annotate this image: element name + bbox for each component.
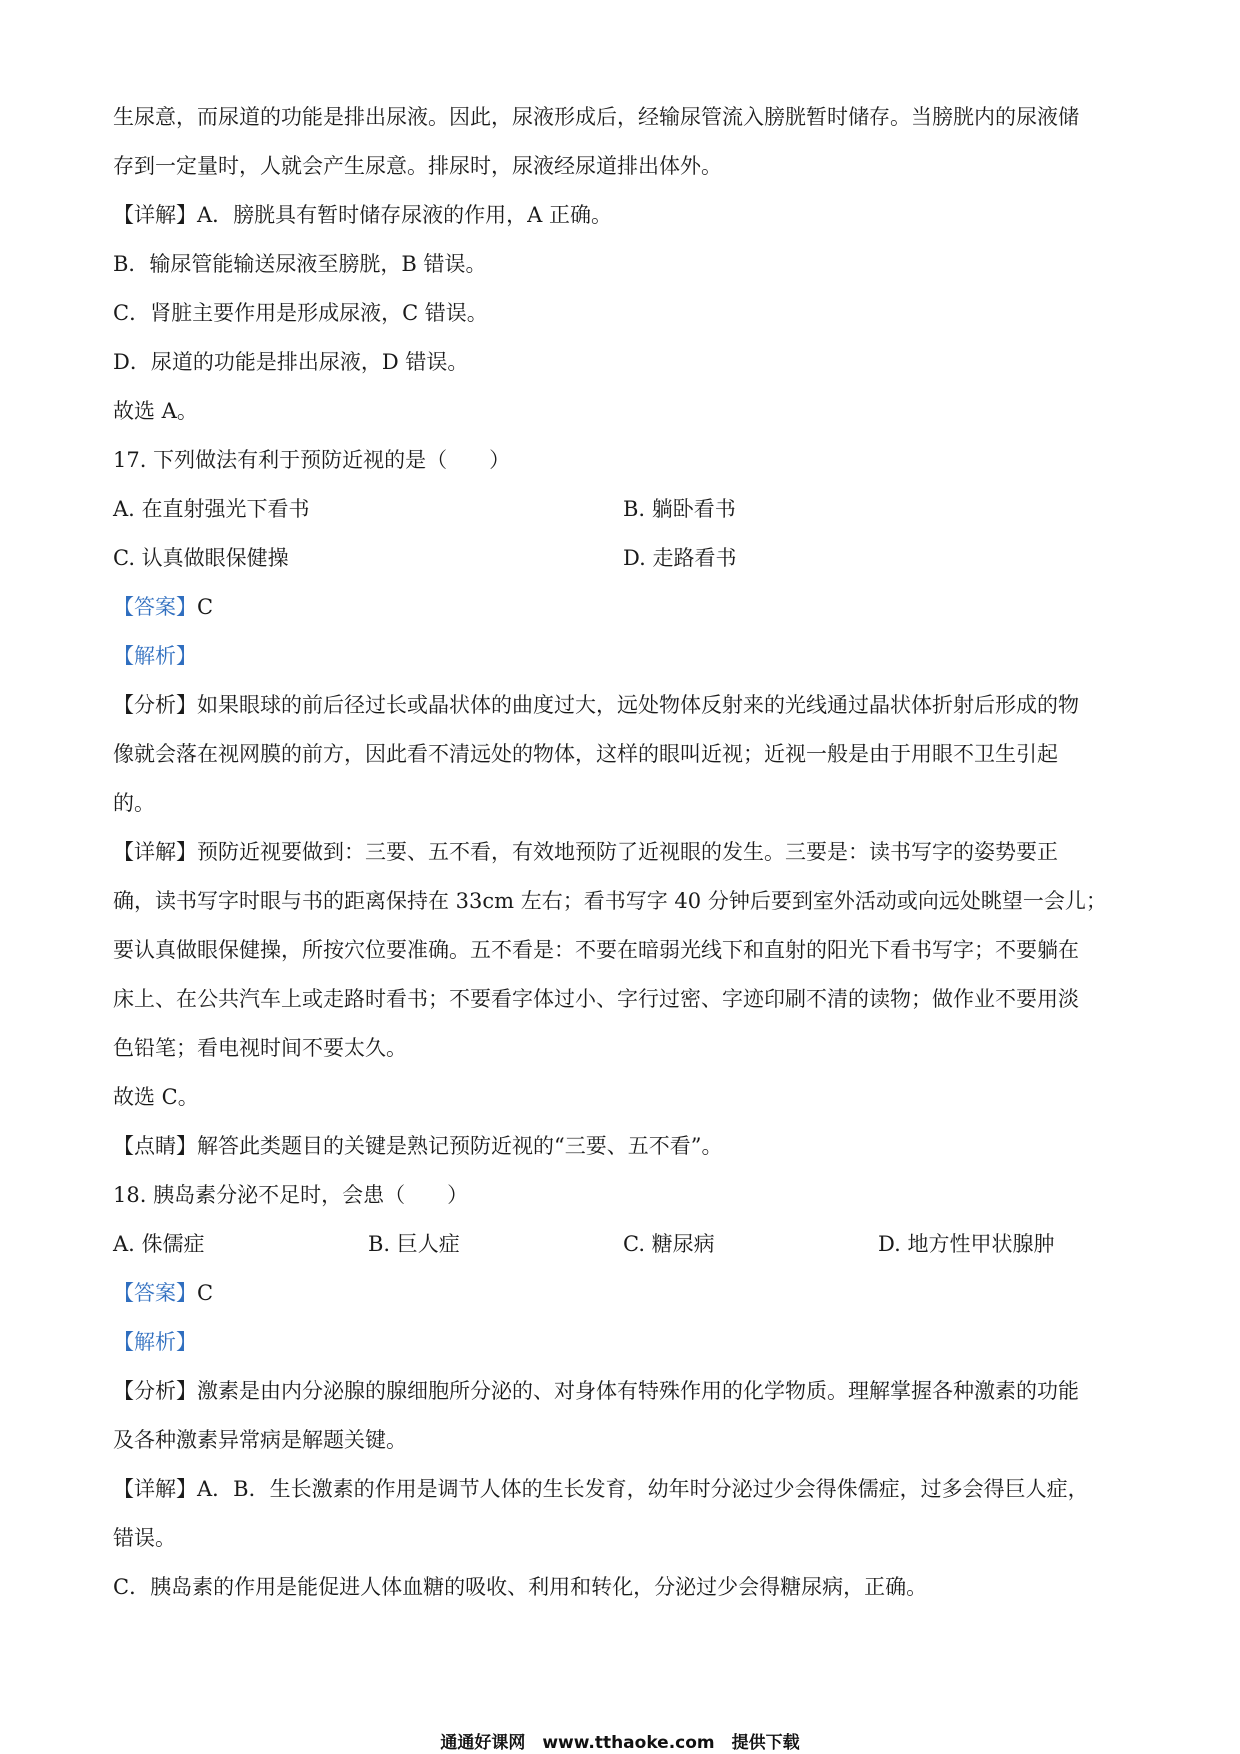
options-row [113,1220,1133,1269]
text-line: 故选 A。 [113,399,198,423]
text-line: C．肾脏主要作用是形成尿液，C 错误。 [113,301,488,325]
text-line: B．输尿管能输送尿液至膀胱，B 错误。 [113,252,487,276]
detail-line: 【详解】A．B．生长激素的作用是调节人体的生长发育，幼年时分泌过少会得侏儒症，过多会得巨人症， [113,1477,1089,1501]
detail-line: C．胰岛素的作用是能促进人体血糖的吸收、利用和转化，分泌过少会得糖尿病，正确。 [113,1575,928,1599]
question-17 [113,436,1133,1171]
options-row [113,485,1133,534]
analysis-line: 及各种激素异常病是解题关键。 [113,1428,407,1452]
text-line: 生尿意，而尿道的功能是排出尿液。因此，尿液形成后，经输尿管流入膀胱暂时储存。当膀胱内的尿液储 [113,105,1079,129]
option-b: B. 巨人症 [368,1232,460,1256]
document-page [113,93,1133,1612]
text-line: 【详解】A．膀胱具有暂时储存尿液的作用，A 正确。 [113,203,613,227]
previous-question-explanation [113,93,1133,436]
answer-value: C [197,595,214,619]
question-stem: 18. 胰岛素分泌不足时，会患（ ） [113,1183,469,1207]
tip-line: 【点睛】解答此类题目的关键是熟记预防近视的“三要、五不看”。 [113,1134,723,1158]
option-c: C. 糖尿病 [623,1232,715,1256]
option-a: A. 在直射强光下看书 [113,497,310,521]
analysis-tag: 【解析】 [113,1330,197,1354]
answer-line [113,1269,1133,1318]
option-a: A. 侏儒症 [113,1232,205,1256]
detail-line: 错误。 [113,1526,176,1550]
answer-tag: 【答案】 [113,595,197,619]
detail-line: 床上、在公共汽车上或走路时看书；不要看字体过小、字行过密、字迹印刷不清的读物；做作业不要用淡 [113,987,1079,1011]
detail-line: 确，读书写字时眼与书的距离保持在 33cm 左右；看书写字 40 分钟后要到室外活动或向远处眺望一会儿； [113,889,1107,913]
analysis-line: 【分析】如果眼球的前后径过长或晶状体的曲度过大，远处物体反射来的光线通过晶状体折射后形成的物 [113,693,1079,717]
page-footer: 通通好课网 www.tthaoke.com 提供下载 [440,1733,800,1753]
detail-line: 【详解】预防近视要做到：三要、五不看，有效地预防了近视眼的发生。三要是：读书写字的姿势要正 [113,840,1058,864]
option-d: D. 走路看书 [623,546,737,570]
option-b: B. 躺卧看书 [623,497,736,521]
question-stem: 17. 下列做法有利于预防近视的是（ ） [113,448,511,472]
options-row [113,534,1133,583]
option-d: D. 地方性甲状腺肿 [878,1232,1055,1256]
detail-line: 要认真做眼保健操，所按穴位要准确。五不看是：不要在暗弱光线下和直射的阳光下看书写字；不要躺在 [113,938,1079,962]
analysis-line: 的。 [113,791,155,815]
question-18 [113,1171,1133,1612]
detail-line: 色铅笔；看电视时间不要太久。 [113,1036,407,1060]
text-line: 存到一定量时，人就会产生尿意。排尿时，尿液经尿道排出体外。 [113,154,722,178]
answer-tag: 【答案】 [113,1281,197,1305]
analysis-tag: 【解析】 [113,644,197,668]
choice-line: 故选 C。 [113,1085,199,1109]
answer-value: C [197,1281,214,1305]
option-c: C. 认真做眼保健操 [113,546,289,570]
analysis-line: 【分析】激素是由内分泌腺的腺细胞所分泌的、对身体有特殊作用的化学物质。理解掌握各种激素的功能 [113,1379,1079,1403]
analysis-line: 像就会落在视网膜的前方，因此看不清远处的物体，这样的眼叫近视；近视一般是由于用眼不卫生引起 [113,742,1058,766]
text-line: D．尿道的功能是排出尿液，D 错误。 [113,350,469,374]
answer-line [113,583,1133,632]
